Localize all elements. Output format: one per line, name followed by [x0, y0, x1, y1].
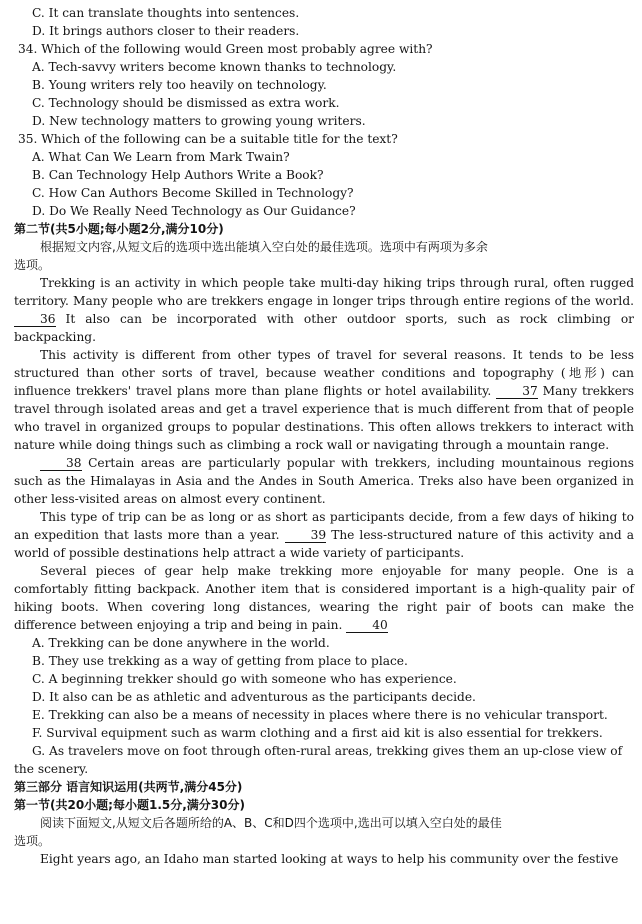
- blank-40: 40: [346, 618, 388, 633]
- part-3-instruction-end: 选项。: [14, 834, 51, 848]
- question-stem: 34. Which of the following would Green most probably agree with?: [18, 42, 433, 56]
- exam-page: [0, 4, 642, 868]
- cloze-passage-start: Eight years ago, an Idaho man started looking at ways to help his community over the festive: [40, 852, 619, 866]
- paragraph-5: Several pieces of gear help make trekking more enjoyable for many people. One is a comfortably fitting backpack. Another item that is considered important is a high-quality pair of hiking boots. When covering long distances, wearing the right pair of boots can make the difference between enjoying a trip and being in pain. 40: [14, 564, 634, 632]
- section-2-instruction: 根据短文内容,从短文后的选项中选出能填入空白处的最佳选项。选项中有两项为多余: [40, 240, 488, 254]
- option-c: C. It can translate thoughts into sentences.: [32, 6, 300, 20]
- paragraph-1: Trekking is an activity in which people take multi-day hiking trips through rural, often rugged territory. Many people who are trekkers engage in longer trips through entire regions of the world. 36 It also can be incorporated with other outdoor sports, such as rock climbing or backpacking.: [14, 276, 634, 344]
- option-d: D. Do We Really Need Technology as Our Guidance?: [32, 204, 356, 218]
- part-3-instruction: 阅读下面短文,从短文后各题所给的A、B、C和D四个选项中,选出可以填入空白处的最佳: [40, 816, 502, 830]
- reading-passage: [14, 274, 634, 634]
- blank-38: 38: [40, 456, 82, 471]
- paragraph-2: This activity is different from other types of travel for several reasons. It tends to be less structured than other sorts of travel, because weather conditions and topography (地形) can influence trekkers' travel plans more than plane flights or hotel availability. 37 Many trekkers travel through isolated areas and get a travel experience that is much different from that of people who travel in organized groups to popular destinations. This often allows trekkers to interact with nature while doing things such as climbing a rock wall or navigating through a mountain range.: [14, 348, 634, 452]
- choice-a: A. Trekking can be done anywhere in the world.: [32, 636, 330, 650]
- option-d: D. New technology matters to growing young writers.: [32, 114, 366, 128]
- choice-b: B. They use trekking as a way of getting from place to place.: [32, 654, 408, 668]
- question-35: [14, 130, 634, 220]
- option-b: B. Young writers rely too heavily on technology.: [32, 78, 327, 92]
- option-a: A. Tech-savvy writers become known thanks to technology.: [32, 60, 397, 74]
- option-a: A. What Can We Learn from Mark Twain?: [32, 150, 290, 164]
- section-2-instruction-end: 选项。: [14, 258, 51, 272]
- blank-37: 37: [496, 384, 538, 399]
- section-1-heading: 第一节(共20小题;每小题1.5分,满分30分): [14, 798, 245, 812]
- option-c: C. Technology should be dismissed as extra work.: [32, 96, 340, 110]
- answer-choices: [14, 634, 634, 778]
- choice-g: G. As travelers move on foot through often-rural areas, trekking gives them an up-close view of: [32, 744, 623, 758]
- question-34: [14, 40, 634, 130]
- paragraph-3: 38 Certain areas are particularly popular with trekkers, including mountainous regions such as the Himalayas in Asia and the Andes in South America. Treks also have been organized in other less-visited areas on almost every continent.: [14, 456, 634, 506]
- blank-36: 36: [14, 312, 56, 327]
- option-d: D. It brings authors closer to their readers.: [32, 24, 300, 38]
- section-2-heading: 第二节(共5小题;每小题2分,满分10分): [14, 222, 224, 236]
- choice-c: C. A beginning trekker should go with someone who has experience.: [32, 672, 457, 686]
- choice-g-continued: the scenery.: [14, 762, 89, 776]
- part-3-heading: 第三部分 语言知识运用(共两节,满分45分): [14, 780, 243, 794]
- option-c: C. How Can Authors Become Skilled in Technology?: [32, 186, 354, 200]
- question-33-tail: [14, 4, 634, 40]
- choice-f: F. Survival equipment such as warm clothing and a first aid kit is also essential for trekkers.: [32, 726, 603, 740]
- option-b: B. Can Technology Help Authors Write a Book?: [32, 168, 324, 182]
- choice-d: D. It also can be as athletic and adventurous as the participants decide.: [32, 690, 476, 704]
- question-stem: 35. Which of the following can be a suitable title for the text?: [18, 132, 398, 146]
- choice-e: E. Trekking can also be a means of necessity in places where there is no vehicular transport.: [32, 708, 608, 722]
- blank-39: 39: [285, 528, 327, 543]
- paragraph-4: This type of trip can be as long or as short as participants decide, from a few days of hiking to an expedition that lasts more than a year. 39 The less-structured nature of this activity and a world of possible destinations help attract a wide variety of participants.: [14, 510, 635, 560]
